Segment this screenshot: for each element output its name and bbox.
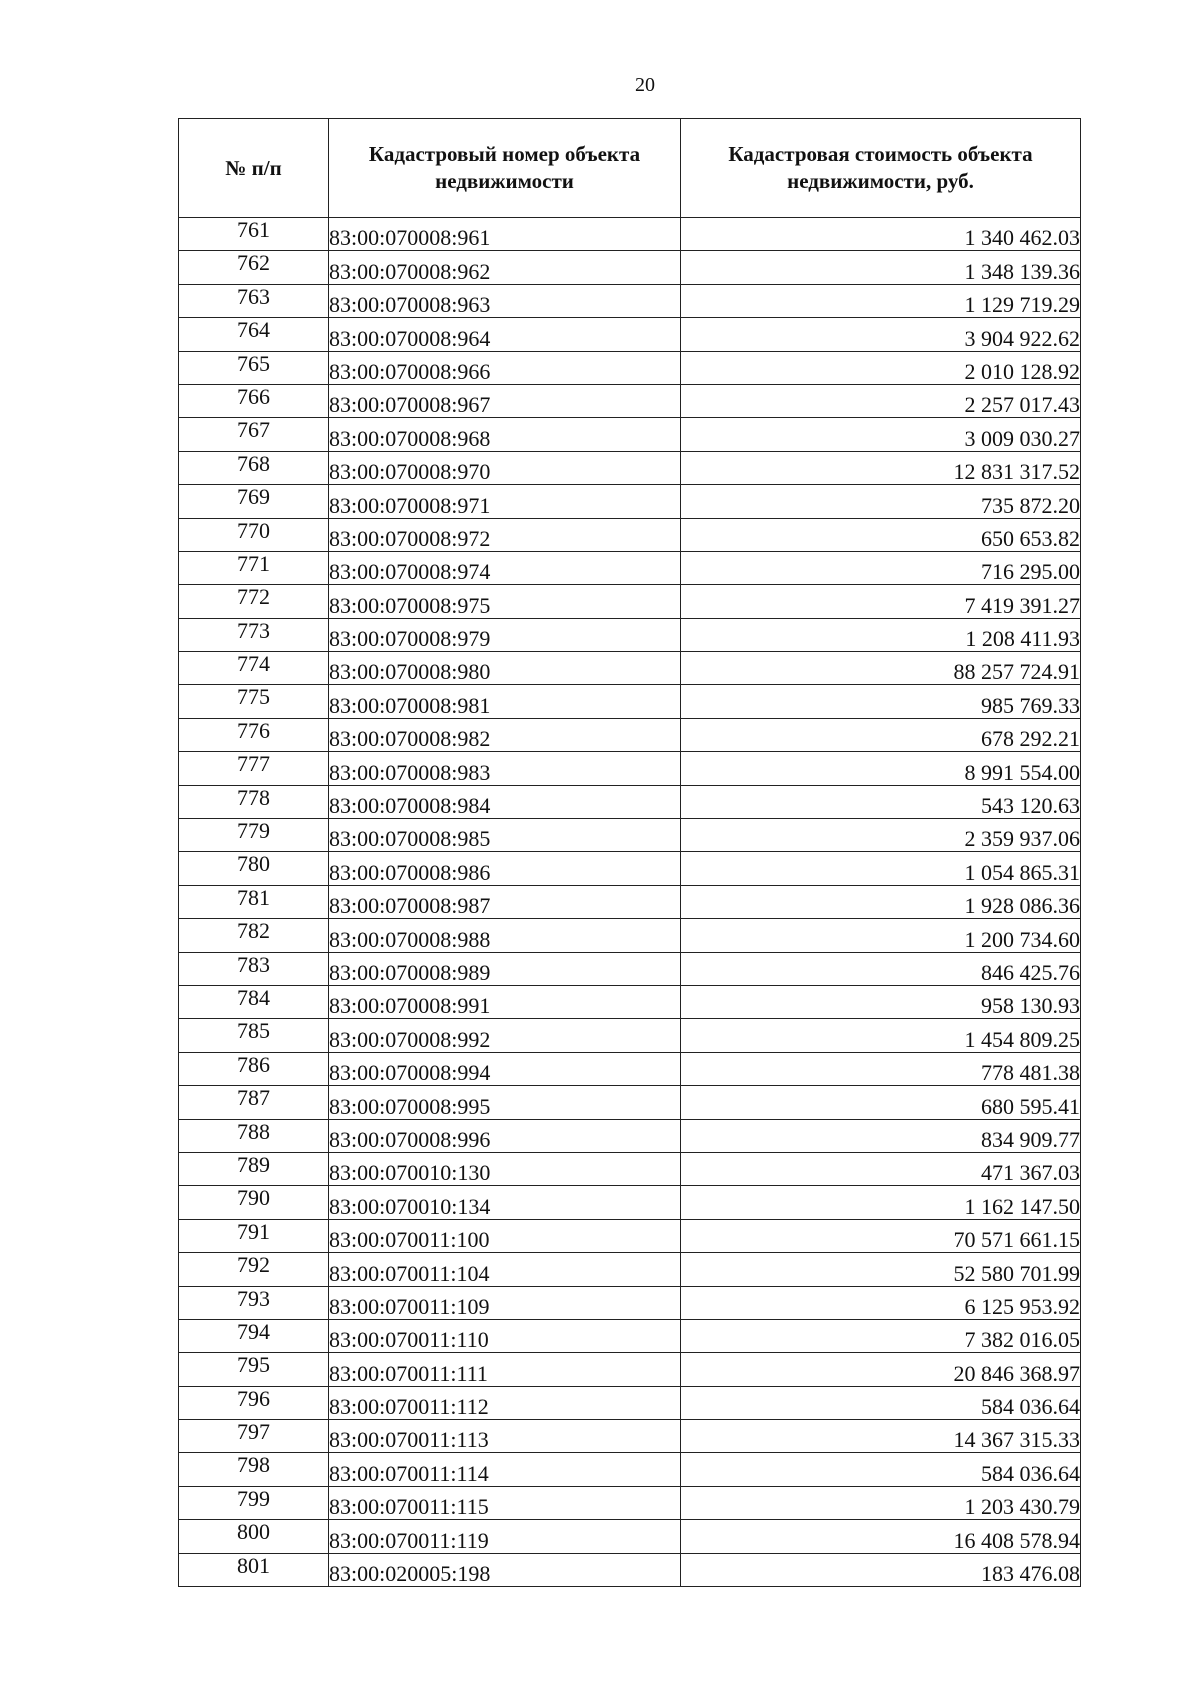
row-number-cell: 793 [179,1286,329,1319]
table-row [179,1486,1081,1519]
cadastral-value-cell: 8 991 554.00 [681,752,1081,785]
cadastral-number-cell: 83:00:070008:964 [329,318,681,351]
cadastral-value-cell: 70 571 661.15 [681,1219,1081,1252]
cadastral-value-cell: 2 359 937.06 [681,819,1081,852]
cadastral-value-cell: 778 481.38 [681,1052,1081,1085]
cadastral-number-cell: 83:00:070010:134 [329,1186,681,1219]
row-number-cell: 795 [179,1353,329,1386]
cadastral-number-cell: 83:00:070011:119 [329,1520,681,1553]
table-row [179,618,1081,651]
cadastral-number-cell: 83:00:070008:979 [329,618,681,651]
table-row [179,318,1081,351]
cadastral-number-cell: 83:00:070008:962 [329,251,681,284]
cadastral-value-cell: 3 009 030.27 [681,418,1081,451]
cadastral-number-cell: 83:00:020005:198 [329,1553,681,1586]
table-row [179,1553,1081,1586]
table-row [179,952,1081,985]
cadastral-value-cell: 543 120.63 [681,785,1081,818]
table-row [179,384,1081,417]
row-number-cell: 761 [179,218,329,251]
row-number-cell: 770 [179,518,329,551]
cadastral-number-cell: 83:00:070008:996 [329,1119,681,1152]
cadastral-value-cell: 2 257 017.43 [681,384,1081,417]
row-number-cell: 791 [179,1219,329,1252]
row-number-cell: 799 [179,1486,329,1519]
cadastral-number-cell: 83:00:070011:104 [329,1253,681,1286]
row-number-cell: 783 [179,952,329,985]
table-row [179,518,1081,551]
table-row [179,1286,1081,1319]
cadastral-number-cell: 83:00:070008:967 [329,384,681,417]
table-header-row [179,119,1081,218]
row-number-cell: 798 [179,1453,329,1486]
table-row [179,351,1081,384]
table-row [179,1119,1081,1152]
table-row [179,852,1081,885]
row-number-cell: 769 [179,485,329,518]
table-row [179,1219,1081,1252]
table-row [179,1353,1081,1386]
cadastral-value-cell: 14 367 315.33 [681,1420,1081,1453]
row-number-cell: 792 [179,1253,329,1286]
cadastral-value-cell: 716 295.00 [681,551,1081,584]
row-number-cell: 800 [179,1520,329,1553]
cadastral-value-cell: 2 010 128.92 [681,351,1081,384]
cadastral-value-cell: 834 909.77 [681,1119,1081,1152]
cadastral-value-cell: 6 125 953.92 [681,1286,1081,1319]
table-row [179,451,1081,484]
cadastral-number-cell: 83:00:070008:985 [329,819,681,852]
cadastral-number-cell: 83:00:070011:114 [329,1453,681,1486]
table-row [179,1253,1081,1286]
cadastral-number-cell: 83:00:070008:966 [329,351,681,384]
table-row [179,1420,1081,1453]
row-number-cell: 781 [179,885,329,918]
row-number-cell: 773 [179,618,329,651]
cadastral-value-cell: 52 580 701.99 [681,1253,1081,1286]
table-body [179,218,1081,1587]
table-row [179,1186,1081,1219]
cadastral-number-cell: 83:00:070010:130 [329,1152,681,1185]
cadastral-number-cell: 83:00:070008:982 [329,718,681,751]
row-number-cell: 774 [179,652,329,685]
table-row [179,919,1081,952]
row-number-cell: 762 [179,251,329,284]
row-number-cell: 797 [179,1420,329,1453]
table-row [179,585,1081,618]
row-number-cell: 764 [179,318,329,351]
cadastral-value-cell: 985 769.33 [681,685,1081,718]
table-row [179,284,1081,317]
cadastral-value-cell: 1 928 086.36 [681,885,1081,918]
cadastral-number-cell: 83:00:070008:968 [329,418,681,451]
cadastral-value-cell: 3 904 922.62 [681,318,1081,351]
table-row [179,418,1081,451]
cadastral-value-cell: 680 595.41 [681,1086,1081,1119]
cadastral-value-cell: 1 162 147.50 [681,1186,1081,1219]
cadastral-number-cell: 83:00:070008:961 [329,218,681,251]
cadastral-value-cell: 1 340 462.03 [681,218,1081,251]
row-number-cell: 767 [179,418,329,451]
header-cadastral-number: Кадастровый номер объекта недвижимости [329,119,681,218]
cadastral-value-cell: 1 348 139.36 [681,251,1081,284]
table-row [179,652,1081,685]
cadastral-value-cell: 678 292.21 [681,718,1081,751]
cadastral-value-table [178,118,1081,1587]
cadastral-number-cell: 83:00:070011:111 [329,1353,681,1386]
cadastral-value-cell: 650 653.82 [681,518,1081,551]
cadastral-value-cell: 1 054 865.31 [681,852,1081,885]
row-number-cell: 768 [179,451,329,484]
table-row [179,885,1081,918]
cadastral-number-cell: 83:00:070011:110 [329,1319,681,1352]
table-row [179,251,1081,284]
cadastral-number-cell: 83:00:070008:994 [329,1052,681,1085]
row-number-cell: 777 [179,752,329,785]
cadastral-value-cell: 1 129 719.29 [681,284,1081,317]
table-row [179,1386,1081,1419]
header-cadastral-value: Кадастровая стоимость объекта недвижимости, руб. [681,119,1081,218]
cadastral-number-cell: 83:00:070011:100 [329,1219,681,1252]
cadastral-value-cell: 846 425.76 [681,952,1081,985]
row-number-cell: 776 [179,718,329,751]
cadastral-number-cell: 83:00:070008:988 [329,919,681,952]
cadastral-number-cell: 83:00:070011:109 [329,1286,681,1319]
cadastral-value-cell: 16 408 578.94 [681,1520,1081,1553]
table-row [179,1086,1081,1119]
table-row [179,1152,1081,1185]
table-row [179,1520,1081,1553]
cadastral-number-cell: 83:00:070008:970 [329,451,681,484]
row-number-cell: 784 [179,985,329,1018]
row-number-cell: 796 [179,1386,329,1419]
table-row [179,785,1081,818]
cadastral-number-cell: 83:00:070008:989 [329,952,681,985]
cadastral-number-cell: 83:00:070008:983 [329,752,681,785]
row-number-cell: 780 [179,852,329,885]
row-number-cell: 801 [179,1553,329,1586]
cadastral-number-cell: 83:00:070008:975 [329,585,681,618]
cadastral-value-cell: 584 036.64 [681,1386,1081,1419]
row-number-cell: 778 [179,785,329,818]
cadastral-number-cell: 83:00:070008:974 [329,551,681,584]
cadastral-number-cell: 83:00:070008:995 [329,1086,681,1119]
row-number-cell: 789 [179,1152,329,1185]
cadastral-value-cell: 88 257 724.91 [681,652,1081,685]
cadastral-value-cell: 584 036.64 [681,1453,1081,1486]
cadastral-number-cell: 83:00:070008:971 [329,485,681,518]
table-row [179,485,1081,518]
row-number-cell: 788 [179,1119,329,1152]
cadastral-number-cell: 83:00:070008:981 [329,685,681,718]
row-number-cell: 765 [179,351,329,384]
cadastral-number-cell: 83:00:070008:986 [329,852,681,885]
cadastral-number-cell: 83:00:070008:972 [329,518,681,551]
cadastral-value-cell: 735 872.20 [681,485,1081,518]
cadastral-number-cell: 83:00:070008:963 [329,284,681,317]
cadastral-value-cell: 958 130.93 [681,985,1081,1018]
header-row-number: № п/п [179,119,329,218]
row-number-cell: 794 [179,1319,329,1352]
cadastral-number-cell: 83:00:070008:980 [329,652,681,685]
cadastral-number-cell: 83:00:070008:987 [329,885,681,918]
cadastral-number-cell: 83:00:070008:992 [329,1019,681,1052]
page-number: 20 [635,74,655,96]
row-number-cell: 782 [179,919,329,952]
row-number-cell: 766 [179,384,329,417]
cadastral-number-cell: 83:00:070011:113 [329,1420,681,1453]
row-number-cell: 771 [179,551,329,584]
cadastral-value-cell: 1 208 411.93 [681,618,1081,651]
table-row [179,985,1081,1018]
cadastral-number-cell: 83:00:070008:991 [329,985,681,1018]
table-row [179,718,1081,751]
table-row [179,819,1081,852]
cadastral-value-cell: 1 203 430.79 [681,1486,1081,1519]
table-row [179,752,1081,785]
row-number-cell: 779 [179,819,329,852]
cadastral-value-cell: 1 454 809.25 [681,1019,1081,1052]
row-number-cell: 790 [179,1186,329,1219]
table-row [179,1453,1081,1486]
row-number-cell: 786 [179,1052,329,1085]
cadastral-value-cell: 1 200 734.60 [681,919,1081,952]
cadastral-value-cell: 12 831 317.52 [681,451,1081,484]
cadastral-number-cell: 83:00:070008:984 [329,785,681,818]
table-row [179,218,1081,251]
row-number-cell: 775 [179,685,329,718]
table-row [179,551,1081,584]
row-number-cell: 772 [179,585,329,618]
cadastral-value-cell: 471 367.03 [681,1152,1081,1185]
table-row [179,1019,1081,1052]
table-row [179,1319,1081,1352]
row-number-cell: 785 [179,1019,329,1052]
cadastral-value-cell: 7 419 391.27 [681,585,1081,618]
row-number-cell: 763 [179,284,329,317]
cadastral-value-cell: 20 846 368.97 [681,1353,1081,1386]
row-number-cell: 787 [179,1086,329,1119]
cadastral-value-cell: 183 476.08 [681,1553,1081,1586]
table-row [179,1052,1081,1085]
table-row [179,685,1081,718]
cadastral-value-cell: 7 382 016.05 [681,1319,1081,1352]
cadastral-number-cell: 83:00:070011:112 [329,1386,681,1419]
cadastral-number-cell: 83:00:070011:115 [329,1486,681,1519]
